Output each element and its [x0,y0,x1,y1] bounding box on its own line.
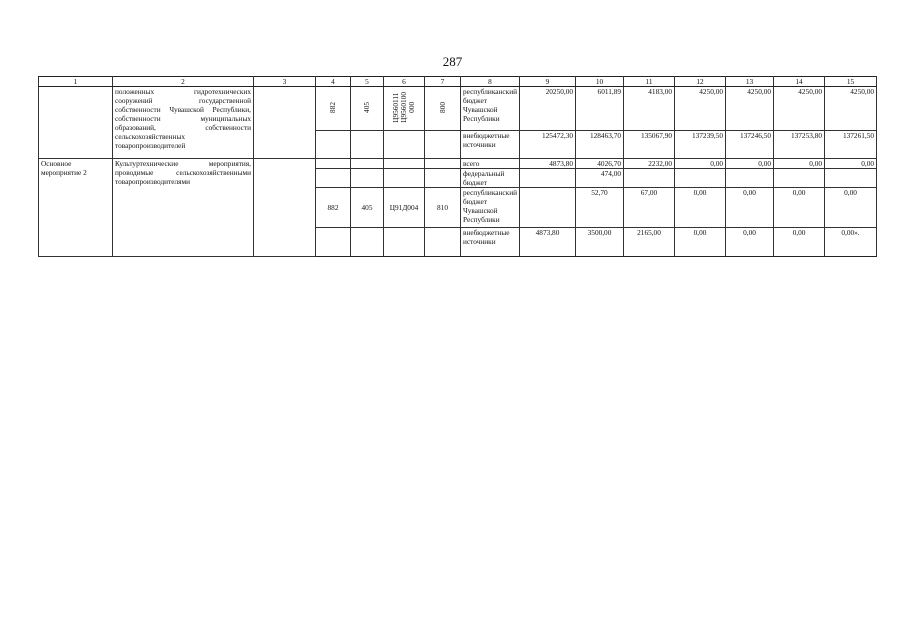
empty-cell [351,159,384,169]
value-cell: 0,00 [774,228,825,257]
grbs-code: 882 [316,87,351,131]
activity-cell: Основное мероприятие 2 [39,159,113,257]
expense-type-code: 810 [425,188,461,228]
value-cell: 3500,00 [576,228,624,257]
funding-source: всего [461,159,520,169]
value-cell: 67,00 [624,188,675,228]
value-cell: 0,00 [675,159,726,169]
empty-cell [726,169,774,188]
activity-description: Культуртехнические мероприятия, проводимые сельскохозяйственными товаропроизводителями [113,159,254,257]
value-cell: 137246,50 [726,131,774,159]
value-cell: 125472,30 [520,131,576,159]
value-cell: 135067,90 [624,131,675,159]
empty-cell [624,169,675,188]
value-cell: 0,00 [726,188,774,228]
value-cell: 4873,80 [520,159,576,169]
value-cell: 137261,50 [825,131,877,159]
value-cell: 6011,89 [576,87,624,131]
empty-cell [774,169,825,188]
header-row [39,77,877,87]
value-cell: 4873,80 [520,228,576,257]
empty-cell [520,169,576,188]
value-cell: 4250,00 [774,87,825,131]
program-funding-table [38,76,877,257]
empty-cell [425,228,461,257]
funding-source: федеральный бюджет [461,169,520,188]
empty-cell [825,169,877,188]
funding-source: внебюджетные источники [461,228,520,257]
value-cell: 52,70 [576,188,624,228]
empty-cell [254,159,316,257]
value-cell: 137239,50 [675,131,726,159]
value-cell: 0,00 [675,228,726,257]
empty-cell [316,169,351,188]
empty-cell [425,131,461,159]
header-cell: 7 [425,77,461,87]
empty-cell [351,228,384,257]
header-cell: 12 [675,77,726,87]
page-number: 287 [442,54,463,69]
table-row [39,159,877,169]
section-code: 405 [351,87,384,131]
value-cell: 0,00 [825,188,877,228]
header-cell: 8 [461,77,520,87]
empty-cell [425,159,461,169]
value-cell: 4250,00 [825,87,877,131]
value-cell: 2232,00 [624,159,675,169]
funding-source: республиканский бюджет Чувашской Республики [461,87,520,131]
empty-cell [316,228,351,257]
empty-cell [351,131,384,159]
value-cell: 4250,00 [675,87,726,131]
value-cell: 0,00 [774,188,825,228]
header-cell: 3 [254,77,316,87]
value-cell: 4250,00 [726,87,774,131]
value-cell: 20250,00 [520,87,576,131]
header-cell: 10 [576,77,624,87]
target-article-code: Ц91Д004 [384,188,425,228]
value-cell: 0,00». [825,228,877,257]
empty-cell [425,169,461,188]
value-cell: 128463,70 [576,131,624,159]
section-code: 405 [351,188,384,228]
expense-type-code: 800 [425,87,461,131]
header-cell: 2 [113,77,254,87]
header-cell: 1 [39,77,113,87]
empty-cell [520,188,576,228]
grbs-code: 882 [316,188,351,228]
empty-cell [675,169,726,188]
header-cell: 6 [384,77,425,87]
value-cell: 0,00 [825,159,877,169]
target-article-code: Ц9560111 Ц9560100 000 [384,87,425,131]
header-cell: 15 [825,77,877,87]
empty-cell [254,87,316,159]
value-cell: 474,00 [576,169,624,188]
table-row [39,87,877,131]
value-cell: 137253,80 [774,131,825,159]
header-cell: 4 [316,77,351,87]
empty-cell [384,131,425,159]
value-cell: 0,00 [726,159,774,169]
activity-cell [39,87,113,159]
value-cell: 0,00 [726,228,774,257]
value-cell: 0,00 [675,188,726,228]
activity-description: положенных гидротехнических сооружений государственной собственности Чувашской Республики, собственности муниципальных образований, собственности сельскохозяйственных товаропроизводителей [113,87,254,159]
empty-cell [384,159,425,169]
empty-cell [316,159,351,169]
header-cell: 13 [726,77,774,87]
empty-cell [316,131,351,159]
empty-cell [384,169,425,188]
header-cell: 11 [624,77,675,87]
value-cell: 4183,00 [624,87,675,131]
funding-source: внебюджетные источники [461,131,520,159]
header-cell: 9 [520,77,576,87]
value-cell: 2165,00 [624,228,675,257]
funding-source: республиканский бюджет Чувашской Республики [461,188,520,228]
value-cell: 4026,70 [576,159,624,169]
empty-cell [351,169,384,188]
value-cell: 0,00 [774,159,825,169]
empty-cell [384,228,425,257]
header-cell: 5 [351,77,384,87]
header-cell: 14 [774,77,825,87]
